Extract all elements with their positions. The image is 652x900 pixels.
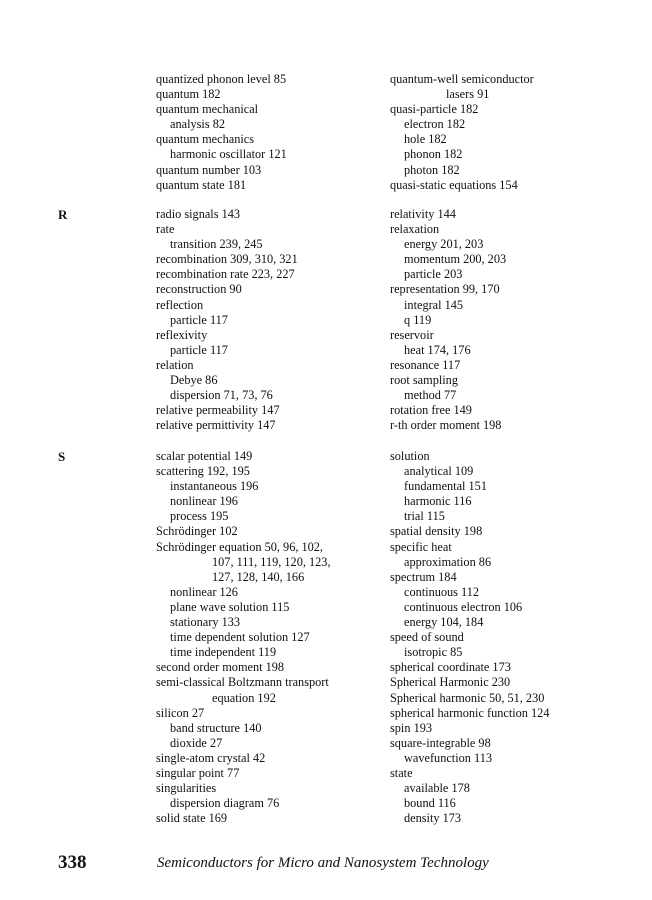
index-subentry: fundamental 151 xyxy=(404,479,487,494)
index-entry: representation 99, 170 xyxy=(390,282,500,297)
index-entry: rate xyxy=(156,222,175,237)
index-entry: quantized phonon level 85 xyxy=(156,72,287,86)
index-entry: Spherical harmonic 50, 51, 230 xyxy=(390,690,545,705)
index-subentry: isotropic 85 xyxy=(404,645,463,660)
index-entry: recombination 309, 310, 321 xyxy=(156,252,298,267)
index-entry: scattering 192, 195 xyxy=(156,464,250,479)
index-entry: solution xyxy=(390,449,430,463)
index-entry: radio signals 143 xyxy=(156,207,241,221)
index-entry: singularities xyxy=(156,781,217,796)
index-entry: relative permeability 147 xyxy=(156,403,280,418)
index-entry: quantum number 103 xyxy=(156,162,262,177)
index-entry: resonance 117 xyxy=(390,357,461,372)
index-subentry: band structure 140 xyxy=(170,720,262,735)
index-entry: r-th order moment 198 xyxy=(390,418,502,433)
index-subentry: trial 115 xyxy=(404,509,445,524)
index-subentry: particle 117 xyxy=(170,342,228,357)
index-column-right xyxy=(390,449,620,826)
index-subentry: continuous electron 106 xyxy=(404,599,523,614)
index-subentry: transition 239, 245 xyxy=(170,237,263,252)
index-continuation: 127, 128, 140, 166 xyxy=(212,569,305,584)
index-entry: quantum 182 xyxy=(156,87,221,102)
index-subentry: wavefunction 113 xyxy=(404,750,492,765)
index-entry: spin 193 xyxy=(390,720,433,735)
index-subentry: process 195 xyxy=(170,509,229,524)
index-continuation: lasers 91 xyxy=(446,87,490,102)
index-subentry: energy 201, 203 xyxy=(404,237,484,252)
index-entry: spectrum 184 xyxy=(390,569,457,584)
index-subentry: approximation 86 xyxy=(404,554,492,569)
section-letter: R xyxy=(58,207,68,222)
index-continuation: equation 192 xyxy=(212,690,276,705)
index-entry: spatial density 198 xyxy=(390,524,483,539)
index-entry: recombination rate 223, 227 xyxy=(156,267,295,282)
page-footer xyxy=(0,852,652,876)
index-entry: root sampling xyxy=(390,373,458,388)
index-entry: state xyxy=(390,765,413,780)
index-entry: reflexivity xyxy=(156,327,208,342)
index-subentry: Debye 86 xyxy=(170,373,218,388)
page-number: 338 xyxy=(58,852,87,873)
index-entry: Spherical Harmonic 230 xyxy=(390,675,511,690)
index-entry: relaxation xyxy=(390,222,440,237)
index-subentry: harmonic 116 xyxy=(404,494,472,509)
index-entry: spherical harmonic function 124 xyxy=(390,705,550,720)
book-title: Semiconductors for Micro and Nanosystem Technology xyxy=(157,855,489,871)
index-entry: Schrödinger 102 xyxy=(156,524,238,539)
index-entry: second order moment 198 xyxy=(156,660,285,675)
index-entry: single-atom crystal 42 xyxy=(156,750,266,765)
index-entry: solid state 169 xyxy=(156,811,228,826)
index-entry: reconstruction 90 xyxy=(156,282,242,297)
index-subentry: instantaneous 196 xyxy=(170,479,259,494)
index-entry: quasi-particle 182 xyxy=(390,102,479,117)
index-subentry: hole 182 xyxy=(404,132,447,147)
index-subentry: dispersion diagram 76 xyxy=(170,796,280,811)
index-entry: silicon 27 xyxy=(156,705,205,720)
index-entry: singular point 77 xyxy=(156,765,240,780)
index-subentry: integral 145 xyxy=(404,297,464,312)
index-subentry: heat 174, 176 xyxy=(404,342,471,357)
index-entry: relation xyxy=(156,357,194,372)
index-entry: relativity 144 xyxy=(390,207,456,221)
index-subentry: analysis 82 xyxy=(170,117,225,132)
index-entry: semi-classical Boltzmann transport xyxy=(156,675,329,690)
section-letter: S xyxy=(58,449,66,464)
index-subentry: continuous 112 xyxy=(404,584,480,599)
index-continuation: 107, 111, 119, 120, 123, xyxy=(212,554,331,569)
index-entry: specific heat xyxy=(390,539,452,554)
index-subentry: phonon 182 xyxy=(404,147,463,162)
index-subentry: momentum 200, 203 xyxy=(404,252,507,267)
index-subentry: time independent 119 xyxy=(170,645,277,660)
index-entry: quantum mechanics xyxy=(156,132,255,147)
index-subentry: electron 182 xyxy=(404,117,466,132)
index-subentry: particle 203 xyxy=(404,267,463,282)
index-entry: quantum state 181 xyxy=(156,177,247,192)
index-subentry: time dependent solution 127 xyxy=(170,630,310,645)
index-entry: rotation free 149 xyxy=(390,403,472,418)
index-subentry: harmonic oscillator 121 xyxy=(170,147,287,162)
index-entry: square-integrable 98 xyxy=(390,735,491,750)
index-column-left xyxy=(156,207,382,433)
index-entry: reservoir xyxy=(390,327,434,342)
index-subentry: nonlinear 126 xyxy=(170,584,238,599)
index-entry: quantum mechanical xyxy=(156,102,259,117)
index-entry: spherical coordinate 173 xyxy=(390,660,511,675)
index-subentry: method 77 xyxy=(404,388,457,403)
index-entry: relative permittivity 147 xyxy=(156,418,276,433)
index-subentry: density 173 xyxy=(404,811,462,826)
index-subentry: nonlinear 196 xyxy=(170,494,238,509)
index-column-left xyxy=(156,72,382,193)
index-subentry: bound 116 xyxy=(404,796,456,811)
index-entry: reflection xyxy=(156,297,204,312)
index-subentry: dioxide 27 xyxy=(170,735,223,750)
index-subentry: plane wave solution 115 xyxy=(170,599,290,614)
index-subentry: analytical 109 xyxy=(404,464,474,479)
index-subentry: dispersion 71, 73, 76 xyxy=(170,388,273,403)
index-entry: quasi-static equations 154 xyxy=(390,177,518,192)
index-entry: quantum-well semiconductor xyxy=(390,72,534,86)
index-column-right xyxy=(390,207,620,433)
index-subentry: q 119 xyxy=(404,312,432,327)
index-entry: speed of sound xyxy=(390,630,464,645)
index-entry: Schrödinger equation 50, 96, 102, xyxy=(156,539,324,554)
index-column-right xyxy=(390,72,620,193)
index-subentry: available 178 xyxy=(404,781,470,796)
index-column-left xyxy=(156,449,382,826)
index-entry: scalar potential 149 xyxy=(156,449,253,463)
index-subentry: particle 117 xyxy=(170,312,228,327)
index-subentry: energy 104, 184 xyxy=(404,615,484,630)
index-subentry: photon 182 xyxy=(404,162,460,177)
index-subentry: stationary 133 xyxy=(170,615,241,630)
